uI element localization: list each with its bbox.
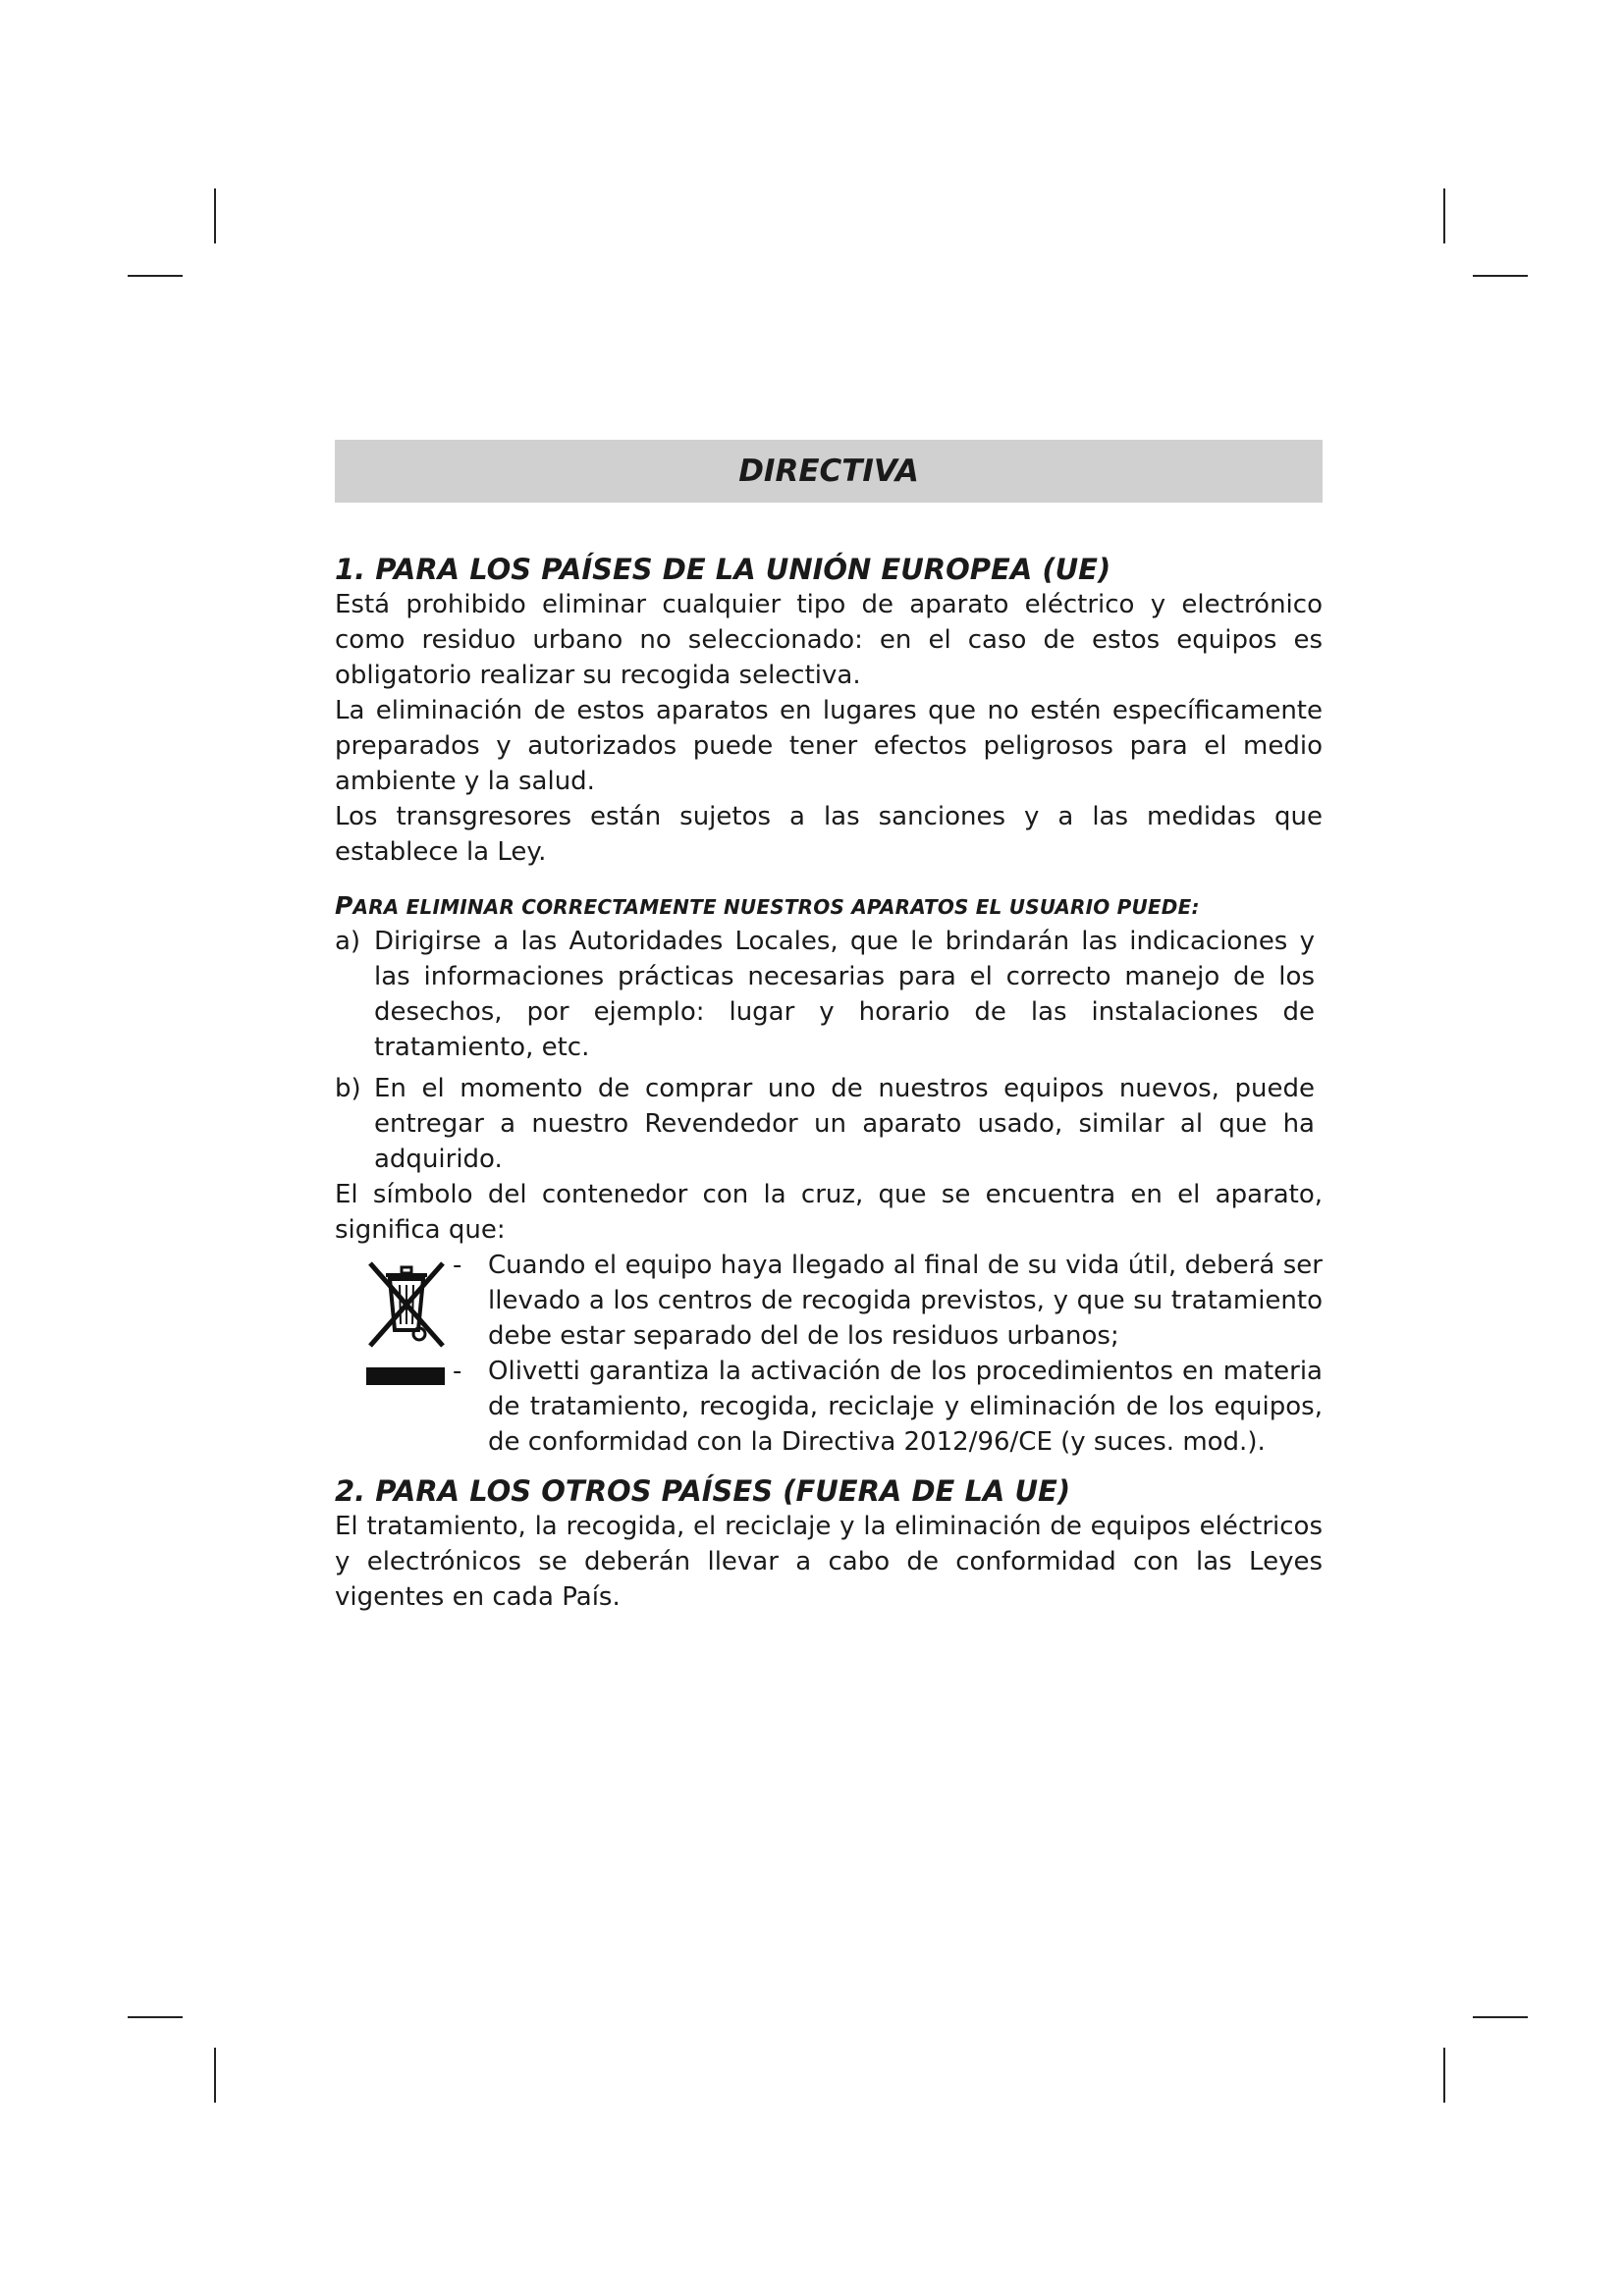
section1-heading: 1. PARA LOS PAÍSES DE LA UNIÓN EUROPEA (UE) [335,553,1111,586]
section2-paragraph: El tratamiento, la recogida, el reciclaje y la eliminación de equipos eléctricos y electrónicos se deberán llevar a cabo de conformidad con las Leyes vigentes en cada País. [335,1512,1323,1612]
crop-mark-bottom-right-vertical [1443,2048,1445,2103]
list-item [335,924,1323,1065]
list-item [335,1071,1323,1177]
crop-mark-bottom-right-horizontal [1473,2016,1528,2018]
crop-mark-bottom-left-horizontal [128,2016,183,2018]
list-item [453,1248,1323,1354]
section1-paragraph-2: La eliminación de estos aparatos en lugares que no estén específicamente preparados y autorizados puede tener efectos peligrosos para el medio ambiente y la salud. [335,696,1323,796]
disposal-subheading-initial: P [335,891,353,920]
crop-mark-top-right-vertical [1443,188,1445,243]
crop-mark-top-left-vertical [214,188,216,243]
section1-paragraph-3: Los transgresores están sujetos a las sanciones y a las medidas que establece la Ley. [335,802,1323,867]
weee-underline-bar [366,1367,445,1385]
list-item-text: En el momento de comprar uno de nuestros equipos nuevos, puede entregar a nuestro Revendedor un aparato usado, similar al que ha adquirido. [374,1074,1315,1174]
list-marker: b) [335,1074,361,1103]
list-item-text: Dirigirse a las Autoridades Locales, que le brindarán las indicaciones y las informaciones prácticas necesarias para el correcto manejo de los desechos, por ejemplo: lugar y horario de las instalaciones de tratamiento, etc. [374,927,1315,1062]
weee-symbol-block [335,1248,1323,1460]
document-content [335,440,1323,1615]
list-item-text: Cuando el equipo haya llegado al final de su vida útil, deberá ser llevado a los centros de recogida previstos, y que su tratamiento debe estar separado del de los residuos urbanos; [488,1251,1323,1351]
dash-marker: - [453,1251,462,1280]
section2-heading: 2. PARA LOS OTROS PAÍSES (FUERA DE LA UE) [335,1474,1071,1508]
weee-icon-column [335,1248,453,1460]
crop-mark-bottom-left-vertical [214,2048,216,2103]
crop-mark-top-right-horizontal [1473,275,1528,277]
list-item [453,1354,1323,1460]
symbol-intro: El símbolo del contenedor con la cruz, que se encuentra en el aparato, significa que: [335,1180,1323,1245]
crop-mark-top-left-horizontal [128,275,183,277]
list-item-text: Olivetti garantiza la activación de los procedimientos en materia de tratamiento, recogida, reciclaje y eliminación de los equipos, de conformidad con la Directiva 2012/96/CE (y suces. mod.). [488,1357,1323,1457]
symbol-points-list [453,1248,1323,1460]
disposal-subheading [335,891,1323,922]
list-marker: a) [335,927,361,956]
crossed-out-wheelie-bin-icon [356,1255,455,1354]
disposal-subheading-rest: ARA ELIMINAR CORRECTAMENTE NUESTROS APARATOS EL USUARIO PUEDE: [352,895,1200,919]
page-title: DIRECTIVA [335,440,1323,503]
section1-paragraph-1: Está prohibido eliminar cualquier tipo de aparato eléctrico y electrónico como residuo urbano no seleccionado: en el caso de estos equipos es obligatorio realizar su recogida selectiva. [335,590,1323,690]
dash-marker: - [453,1357,462,1386]
